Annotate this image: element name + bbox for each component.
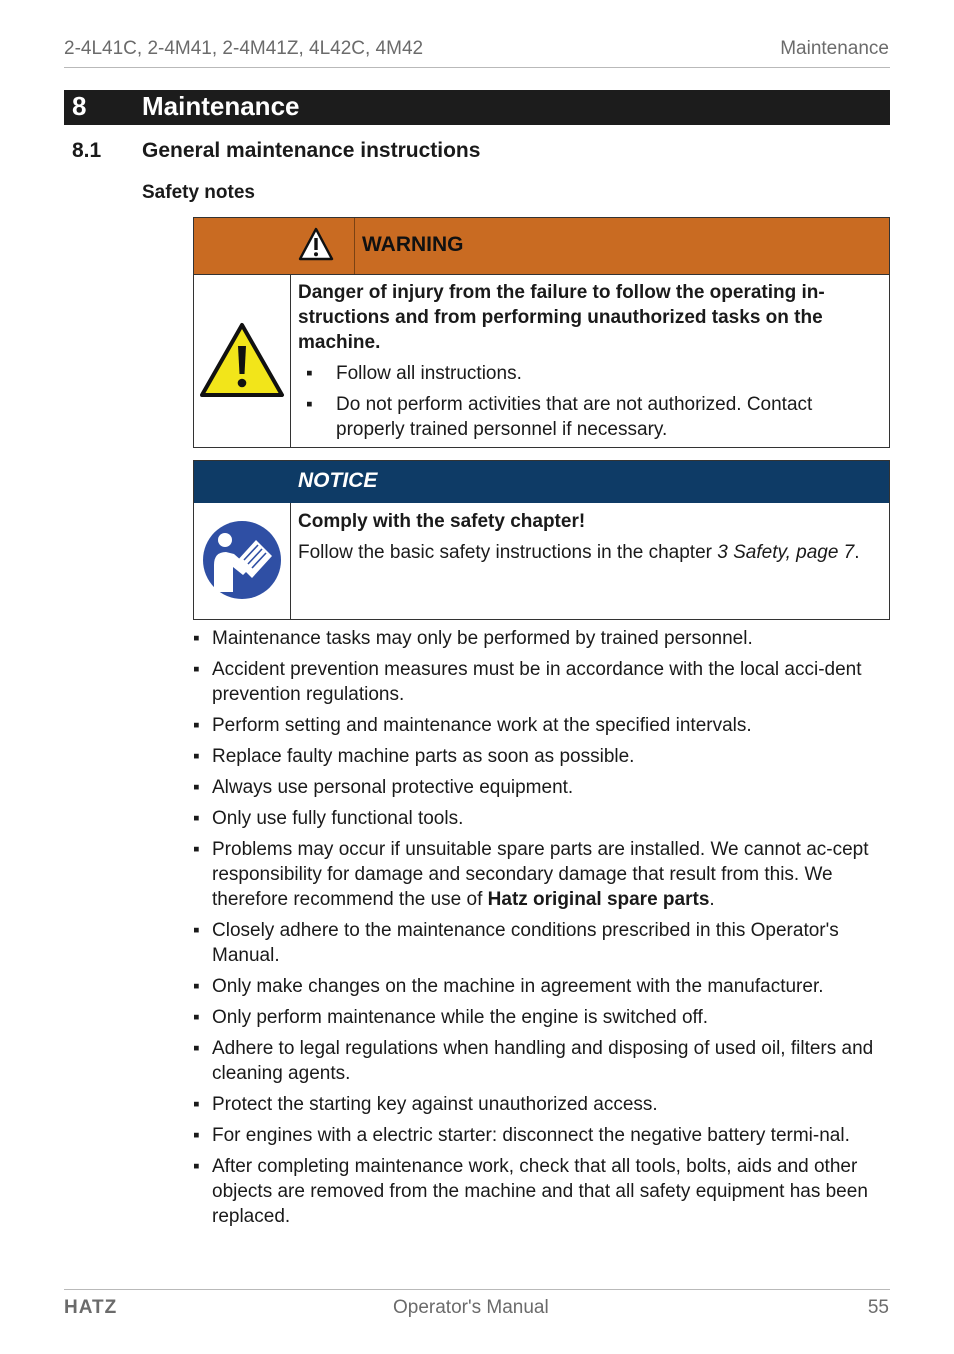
warning-item-text: Do not perform activities that are not authorized. Contact properly trained personnel if necessary.	[336, 394, 813, 440]
list-item	[193, 657, 890, 707]
list-item-text: Only use fully functional tools.	[212, 808, 464, 829]
bullet-marker: ▪	[193, 715, 200, 736]
list-item-text: Maintenance tasks may only be performed by trained personnel.	[212, 628, 753, 649]
list-item	[193, 775, 890, 800]
list-item-text: After completing maintenance work, check that all tools, bolts, aids and other objects are removed from the machine and that all safety equipment has been replaced.	[212, 1156, 868, 1227]
chapter-title: Maintenance	[142, 91, 300, 121]
notice-box	[193, 460, 890, 620]
list-item-text: Accident prevention measures must be in accordance with the local acci-dent prevention regulations.	[212, 659, 862, 705]
maintenance-safety-list	[193, 626, 890, 1235]
bullet-marker: ▪	[193, 777, 200, 798]
read-manual-icon	[200, 518, 284, 602]
list-item-text: Perform setting and maintenance work at the specified intervals.	[212, 715, 752, 736]
list-item	[193, 974, 890, 999]
list-item	[193, 837, 890, 912]
footer-document-title: Operator's Manual	[393, 1297, 549, 1318]
warning-band-divider	[354, 218, 355, 274]
subheading-safety-notes: Safety notes	[142, 182, 255, 203]
notice-body	[298, 540, 869, 565]
bullet-marker: ▪	[306, 394, 313, 415]
bullet-marker: ▪	[193, 976, 200, 997]
bullet-marker: ▪	[193, 1007, 200, 1028]
footer-divider	[64, 1289, 890, 1290]
list-item-text: Always use personal protective equipment.	[212, 777, 574, 798]
warning-heading: Danger of injury from the failure to follow the operating in-structions and from performing unauthorized tasks on the machine.	[298, 282, 825, 353]
list-item-text: For engines with a electric starter: disconnect the negative battery termi-nal.	[212, 1125, 850, 1146]
notice-body-prefix: Follow the basic safety instructions in the chapter	[298, 542, 718, 563]
list-item	[193, 744, 890, 769]
bullet-marker: ▪	[193, 1094, 200, 1115]
header-divider	[64, 67, 890, 68]
list-item	[193, 918, 890, 968]
list-item	[193, 806, 890, 831]
list-item	[193, 1154, 890, 1229]
bullet-marker: ▪	[193, 1038, 200, 1059]
list-item	[193, 713, 890, 738]
warning-item	[298, 361, 869, 386]
warning-item	[298, 392, 869, 442]
list-item-text: Closely adhere to the maintenance conditions prescribed in this Operator's Manual.	[212, 920, 839, 966]
list-item-text: Protect the starting key against unauthorized access.	[212, 1094, 658, 1115]
bullet-marker: ▪	[193, 628, 200, 649]
list-item-text: Only make changes on the machine in agreement with the manufacturer.	[212, 976, 824, 997]
list-item	[193, 1092, 890, 1117]
warning-box	[193, 217, 890, 448]
header-section: Maintenance	[780, 38, 889, 59]
bullet-marker: ▪	[193, 1125, 200, 1146]
section-title: General maintenance instructions	[142, 139, 481, 162]
warning-item-text: Follow all instructions.	[336, 363, 522, 384]
page-number: 55	[867, 1297, 889, 1318]
bullet-marker: ▪	[193, 839, 200, 860]
warning-label: WARNING	[362, 233, 464, 256]
bullet-marker: ▪	[193, 659, 200, 680]
warning-column-rule	[290, 274, 291, 447]
header-models: 2-4L41C, 2-4M41, 2-4M41Z, 4L42C, 4M42	[64, 38, 424, 59]
notice-heading: Comply with the safety chapter!	[298, 511, 586, 532]
bullet-marker: ▪	[193, 808, 200, 829]
list-item-text: Problems may occur if unsuitable spare parts are installed. We cannot ac-cept responsibility for damage and secondary damage that result from this. We therefore recommend the use of	[212, 839, 869, 910]
list-item-text: Replace faulty machine parts as soon as possible.	[212, 746, 635, 767]
notice-content	[298, 509, 869, 565]
section-number: 8.1	[72, 139, 102, 162]
bullet-marker: ▪	[306, 363, 313, 384]
notice-label: NOTICE	[298, 469, 378, 492]
warning-triangle-icon	[199, 322, 285, 398]
bullet-marker: ▪	[193, 920, 200, 941]
list-item-text: Only perform maintenance while the engine is switched off.	[212, 1007, 709, 1028]
warning-content	[298, 280, 869, 448]
list-item-text: Adhere to legal regulations when handling and disposing of used oil, filters and cleaning agents.	[212, 1038, 874, 1084]
bullet-marker: ▪	[193, 746, 200, 767]
list-item	[193, 626, 890, 651]
list-item	[193, 1036, 890, 1086]
chapter-number: 8	[72, 91, 87, 121]
list-item	[193, 1005, 890, 1030]
warning-band-rule	[194, 274, 889, 275]
list-item	[193, 1123, 890, 1148]
notice-column-rule	[290, 503, 291, 619]
chapter-heading	[64, 90, 890, 125]
chapter-reference-link[interactable]: 3 Safety, page 7	[717, 542, 855, 563]
list-item-text: .	[709, 889, 715, 910]
notice-body-suffix: .	[854, 542, 860, 563]
bullet-marker: ▪	[193, 1156, 200, 1177]
spare-parts-emphasis: Hatz original spare parts	[487, 889, 710, 910]
warning-small-icon	[298, 227, 334, 261]
hatz-logo: HATZ	[64, 1297, 118, 1318]
warning-list	[298, 361, 869, 442]
